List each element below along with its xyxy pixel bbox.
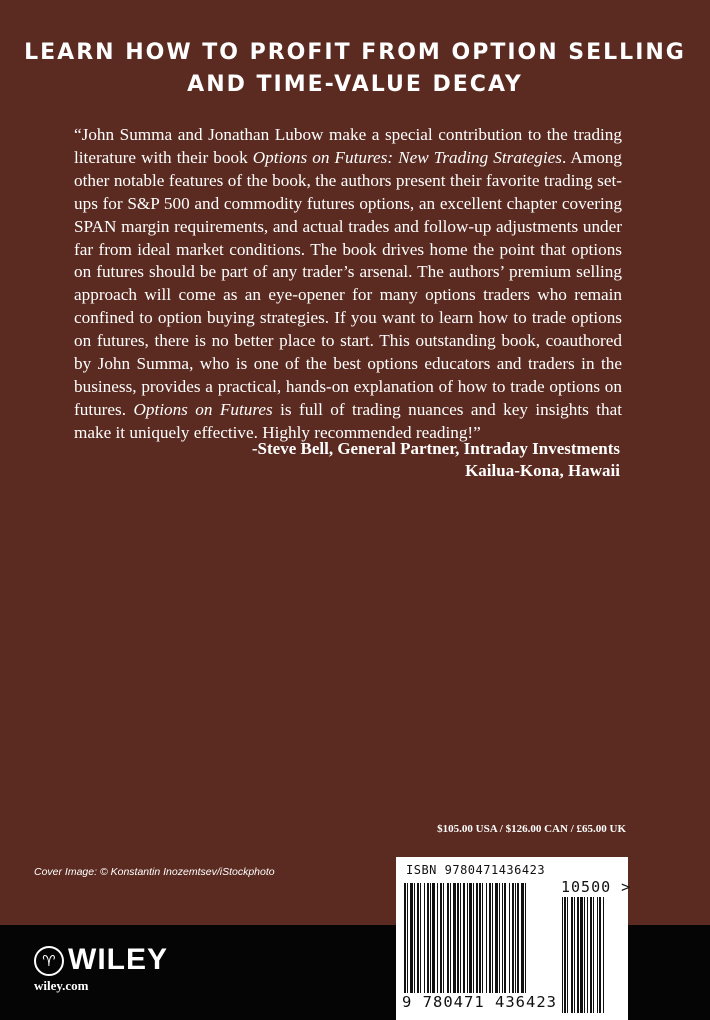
barcode-bar — [599, 897, 601, 1013]
publisher-url: wiley.com — [34, 978, 89, 993]
barcode-bar — [525, 883, 526, 993]
barcode-bar — [482, 883, 483, 993]
barcode-bar — [603, 897, 604, 1013]
barcode-bar — [517, 883, 519, 993]
isbn-label: ISBN 9780471436423 — [406, 863, 546, 877]
barcode-bar — [571, 897, 573, 1013]
barcode-bar — [509, 883, 510, 993]
barcode-addon-code: 10500 > — [561, 878, 632, 896]
barcode-bar — [450, 883, 451, 993]
barcode-bar — [443, 883, 444, 993]
attribution-location: Kailua-Kona, Hawaii — [465, 461, 620, 480]
barcode-bar — [584, 897, 585, 1013]
barcode-bar — [499, 883, 500, 993]
barcode-bar — [469, 883, 472, 993]
wiley-ram-icon: ♈ — [34, 946, 64, 976]
quote-text-2: . Among other notable features of the book, the authors present their favorite trading set-ups for S&P 500 and commodity futures options, an excellent chapter covering SPAN margin requirements, and actual trades and follow-up adjustments under far from ideal market conditions. The book drives home the point that options on futures should be part of any trader’s arsenal. The authors’ premium selling approach will come as an eye-opener for many options traders who remain confined to option buying strategies. If you want to learn how to trade options on futures, there is no better place to start. This outstanding book, coauthored by John Summa, who is one of the best options educators and traders in the business, provides a practical, hands-on explanation of how to trade options on futures. — [74, 147, 622, 419]
publisher-logo — [34, 943, 184, 996]
barcode-bar — [460, 883, 461, 993]
price-line: $105.00 USA / $126.00 CAN / £65.00 UK — [437, 823, 626, 835]
barcode-bar — [463, 883, 465, 993]
quote-book-title: Options on Futures: New Trading Strategies — [252, 147, 562, 167]
barcode-bar — [440, 883, 442, 993]
barcode-bar — [447, 883, 449, 993]
headline-line-1: LEARN HOW TO PROFIT FROM OPTION SELLING — [24, 40, 686, 65]
barcode-bar — [512, 883, 514, 993]
barcode-bar — [574, 897, 575, 1013]
barcode-bar — [430, 883, 431, 993]
barcode-addon-bars — [562, 897, 620, 1013]
barcode-bar — [467, 883, 468, 993]
barcode-bar — [504, 883, 506, 993]
barcode-bar — [437, 883, 438, 993]
cover-image-credit: Cover Image: © Konstantin Inozemtsev/iStockphoto — [34, 866, 275, 878]
barcode-bar — [502, 883, 503, 993]
barcode-bar — [424, 883, 425, 993]
barcode-bar — [479, 883, 481, 993]
barcode-bar — [420, 883, 421, 993]
barcode-bar — [410, 883, 413, 993]
barcode-bar — [495, 883, 498, 993]
barcode-bar — [590, 897, 592, 1013]
barcode-bar — [404, 883, 406, 993]
barcode-bar — [407, 883, 408, 993]
barcode-bar — [562, 897, 563, 1013]
quote-book-title-short: Options on Futures — [133, 399, 273, 419]
headline-line-2: AND TIME-VALUE DECAY — [187, 72, 523, 97]
barcode-bar — [515, 883, 516, 993]
barcode-bar — [486, 883, 487, 993]
barcode-bar — [427, 883, 429, 993]
barcode-bar — [417, 883, 419, 993]
quote-text-3: is full of trading nuances and key insights that make it uniquely effective. Highly recommended reading!” — [74, 399, 622, 442]
publisher-name: WILEY — [68, 943, 168, 976]
barcode-bar — [597, 897, 598, 1013]
barcode-digits: 9 780471 436423 — [402, 993, 557, 1011]
barcode-bar — [414, 883, 415, 993]
barcode-panel — [396, 857, 632, 1020]
barcode-bar — [476, 883, 478, 993]
attribution-name: -Steve Bell, General Partner, Intraday Investments — [251, 439, 620, 458]
quote-text-1: “John Summa and Jonathan Lubow make a special contribution to the trading literature with their book — [74, 125, 622, 167]
barcode-bar — [473, 883, 474, 993]
barcode-bar — [492, 883, 493, 993]
barcode-bar — [567, 897, 568, 1013]
barcode-bar — [457, 883, 459, 993]
barcode-bar — [587, 897, 588, 1013]
barcode-bar — [432, 883, 435, 993]
barcode-bar — [489, 883, 491, 993]
barcode-bar — [453, 883, 456, 993]
barcode-bar — [577, 897, 579, 1013]
barcode-bar — [593, 897, 594, 1013]
barcode-bar — [521, 883, 524, 993]
barcode-main-bars — [404, 883, 554, 993]
endorsement-quote — [74, 124, 622, 445]
barcode-bar — [564, 897, 566, 1013]
barcode-bar — [580, 897, 583, 1013]
